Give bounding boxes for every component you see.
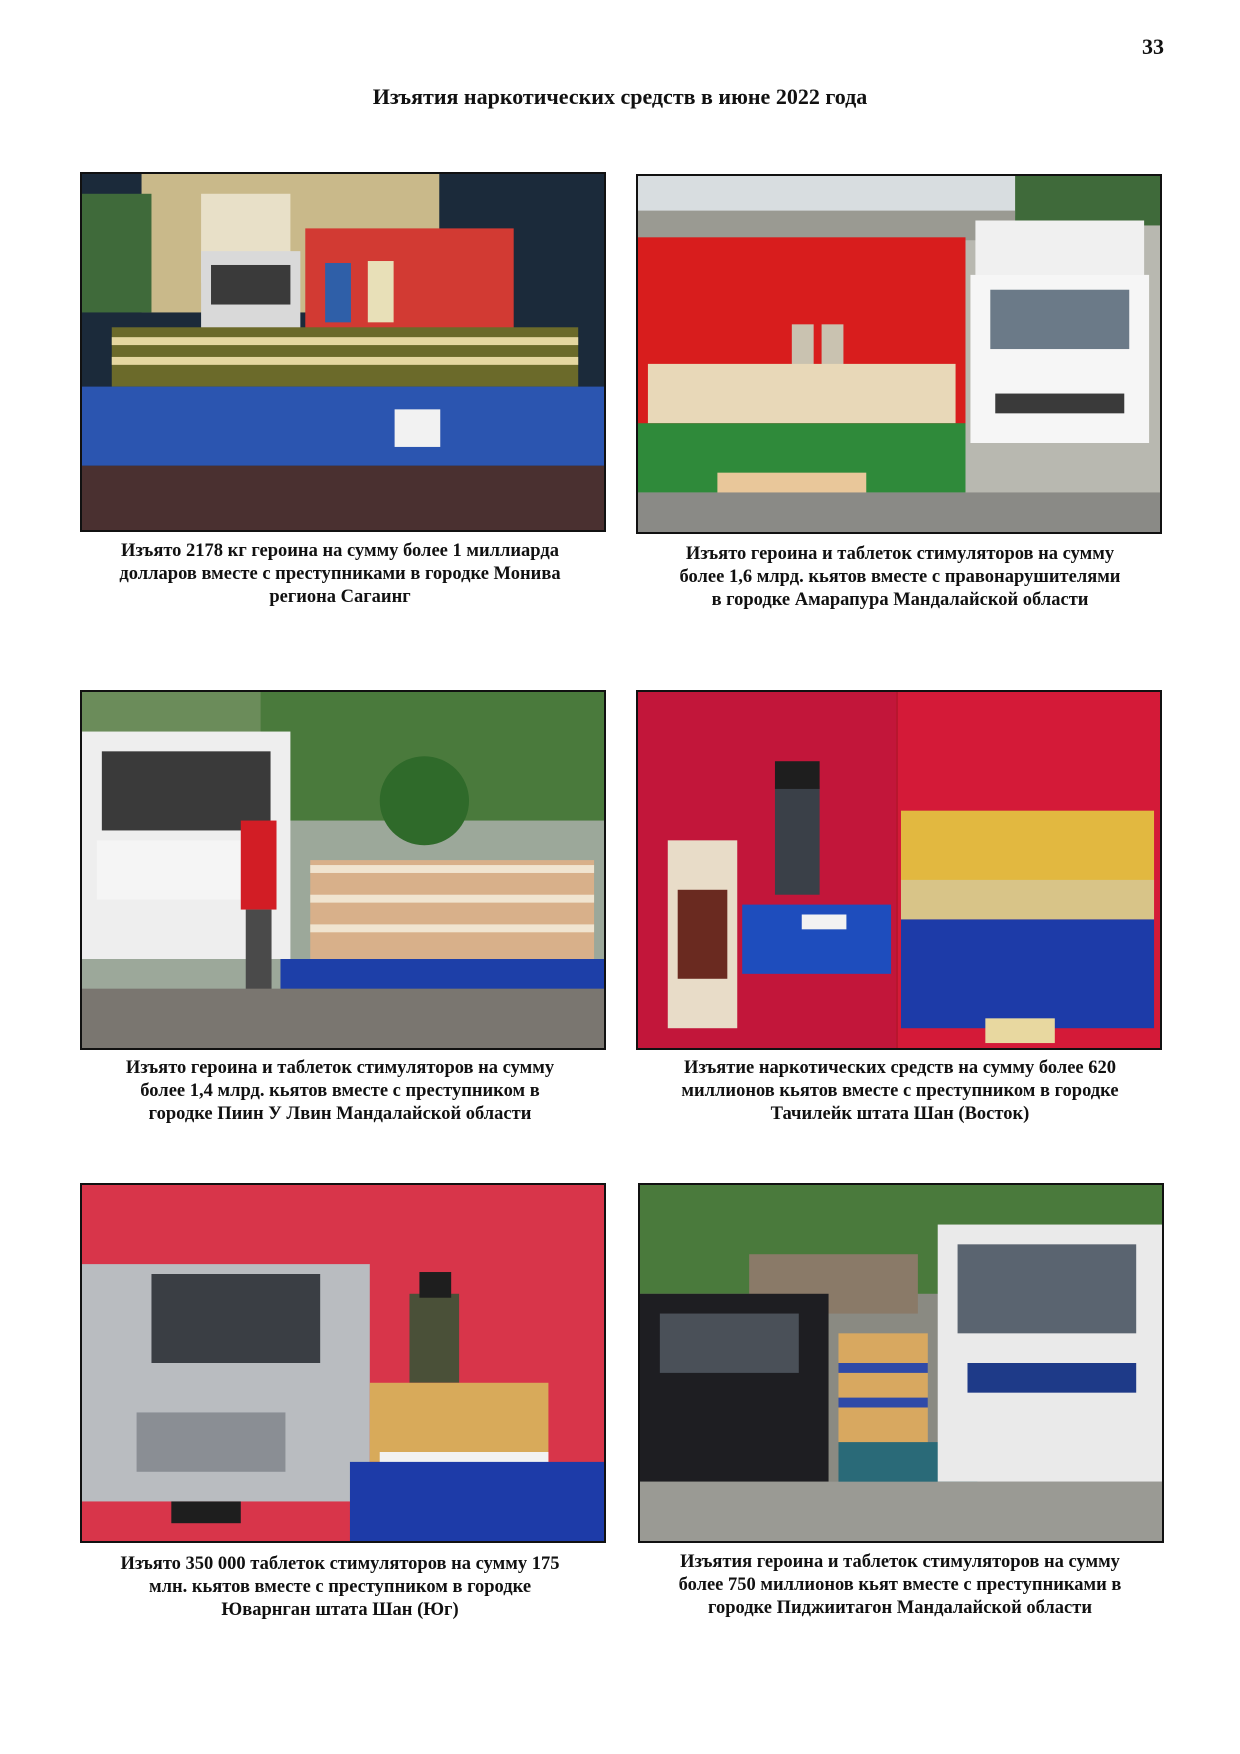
caption-line: Юварнган штата Шан (Юг) [221,1600,459,1620]
caption-line: Тачилейк штата Шан (Восток) [770,1104,1030,1124]
caption-line: региона Сагаинг [269,587,411,607]
caption-line: более 1,4 млрд. кьятов вместе с преступником в [140,1081,540,1101]
caption-line: Изъятия героина и таблеток стимуляторов на сумму [680,1552,1120,1572]
caption-line: более 750 миллионов кьят вместе с преступниками в [678,1575,1122,1595]
photo-caption [60,1553,620,1622]
photo-pyigyitagon-seizure [638,1183,1164,1543]
photo-caption [60,540,620,609]
photo-pyin-oo-lwin-seizure [80,690,606,1050]
photo-caption [620,1057,1180,1126]
page-number: 33 [1142,34,1164,59]
photo-caption [620,1551,1180,1620]
caption-line: Изъято героина и таблеток стимуляторов на сумму [685,544,1115,564]
caption-line: миллионов кьятов вместе с преступником в городке [681,1081,1119,1101]
caption-line: в городке Амарапура Мандалайской области [711,590,1089,610]
caption-line: городке Пиин У Лвин Мандалайской области [148,1104,532,1124]
caption-line: Изъято героина и таблеток стимуляторов на сумму [125,1058,555,1078]
caption-line: Изъятие наркотических средств на сумму более 620 [683,1058,1117,1078]
photo-caption [60,1057,620,1126]
caption-line: млн. кьятов вместе с преступником в городке [148,1577,532,1597]
caption-line: Изъято 2178 кг героина на сумму более 1 миллиарда [121,541,559,561]
photo-caption [620,543,1180,612]
photo-tachileik-seizure [636,690,1162,1050]
photo-ywangan-seizure [80,1183,606,1543]
page-title: Изъятия наркотических средств в июне 2022 года [372,84,868,109]
caption-line: долларов вместе с преступниками в городке Монива [119,564,561,584]
caption-line: более 1,6 млрд. кьятов вместе с правонарушителями [679,567,1121,587]
caption-line: городке Пиджиитагон Мандалайской области [708,1598,1092,1618]
photo-monywa-seizure [80,172,606,532]
caption-line: Изъято 350 000 таблеток стимуляторов на сумму 175 [120,1554,560,1574]
photo-amarapura-seizure [636,174,1162,534]
